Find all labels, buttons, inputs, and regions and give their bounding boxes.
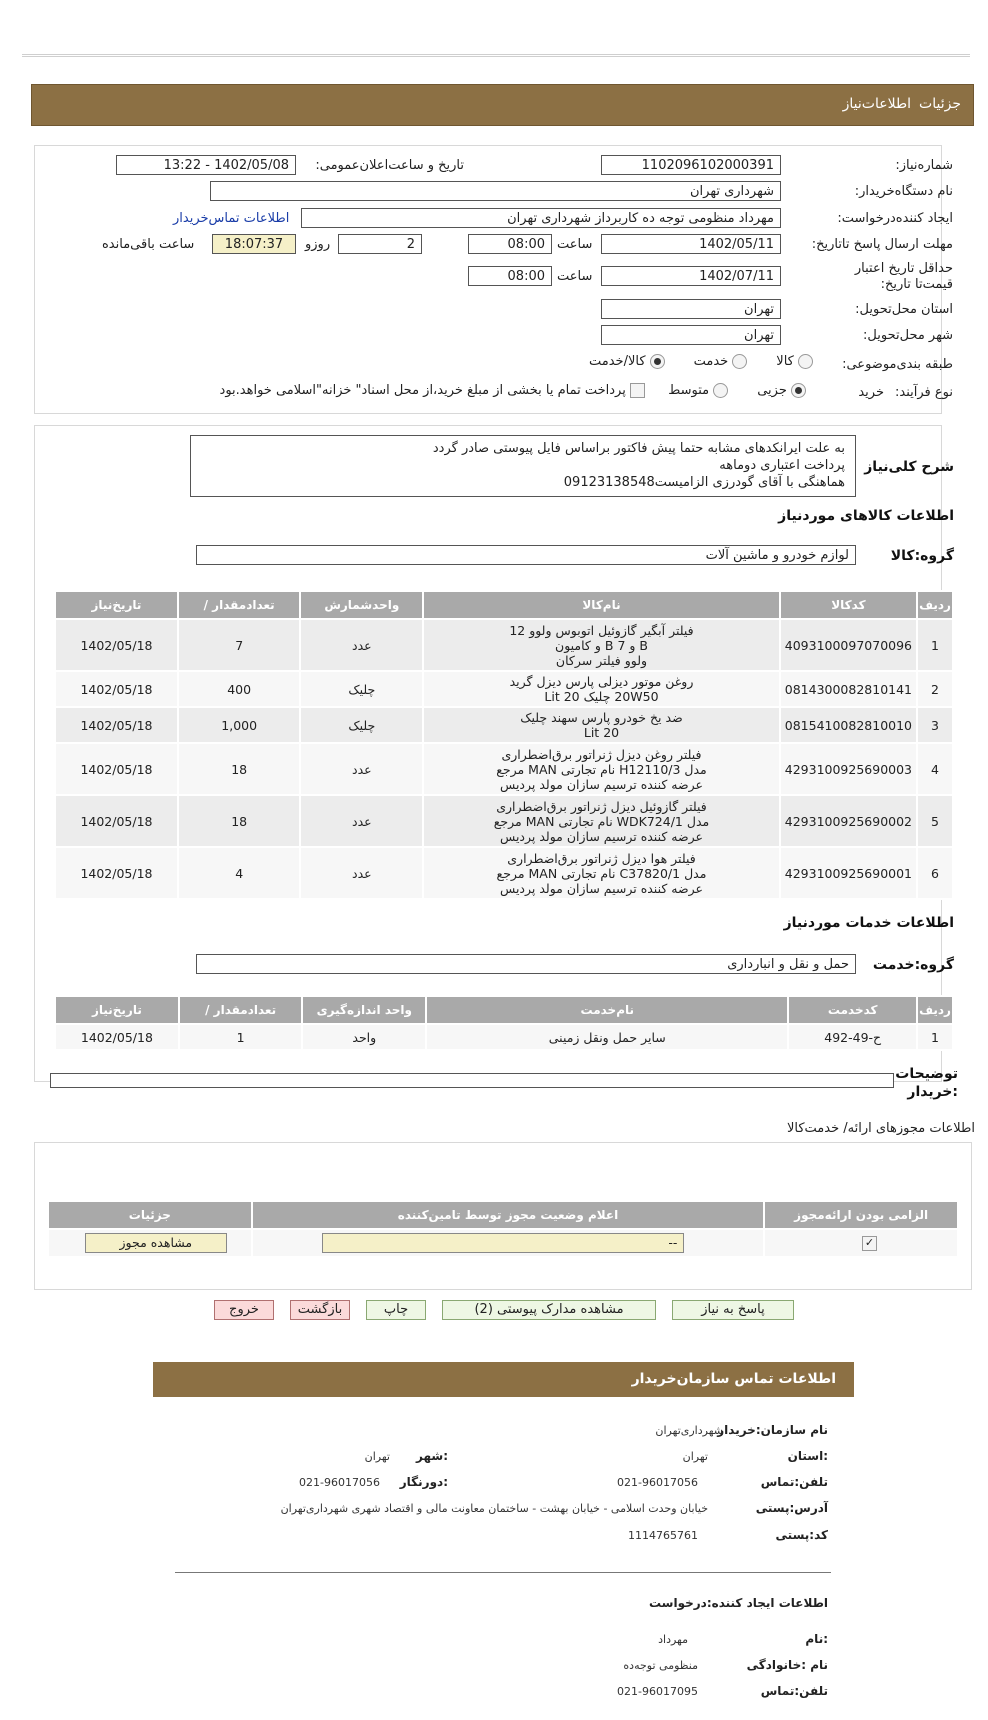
service-unit: واحد xyxy=(302,1024,426,1050)
tab-need-info[interactable]: اطلاعات‌نیاز xyxy=(842,96,911,112)
services-group-label: گروه:خدمت xyxy=(872,957,954,973)
col-date: تاریخ‌نیاز xyxy=(55,591,178,619)
goods-name xyxy=(423,743,780,795)
col-qty: تعداد‌مقدار / xyxy=(178,591,300,619)
province-field: تهران xyxy=(601,299,781,319)
description-line: پرداخت اعتباری دوماهه xyxy=(719,458,845,473)
org-label: نام سازمان:خریدار xyxy=(717,1423,828,1437)
creator-family-value: منظومی توجه‌ده xyxy=(623,1659,698,1672)
goods-name-line: فیلتر هوا دیزل ژنراتور برق‌اضطراری xyxy=(507,850,696,866)
row-number: 4 xyxy=(917,743,953,795)
treasury-payment-option xyxy=(220,383,645,398)
col-name: نام‌کالا xyxy=(423,591,780,619)
goods-date: 1402/05/18 xyxy=(55,847,178,899)
table-row xyxy=(55,619,953,671)
table-row xyxy=(55,847,953,899)
goods-name-line: فیلتر روغن دیزل ژنراتور برق‌اضطراری xyxy=(501,746,702,762)
creator-name-value: مهرداد xyxy=(658,1633,688,1646)
goods-name-line: فیلتر آبگیر گازوئیل اتوبوس ولوو 12 xyxy=(509,622,694,638)
row-number: 1 xyxy=(917,619,953,671)
goods-code: 4293100925690002 xyxy=(780,795,917,847)
contact-fax-label: :دورنگار xyxy=(399,1475,448,1489)
goods-name-line: عرضه کننده ترسیم سازان مولد پردیس xyxy=(500,880,703,896)
treasury-payment-checkbox[interactable] xyxy=(630,383,645,398)
view-attachments-button[interactable]: مشاهده مدارک پیوستی (2) xyxy=(442,1300,656,1320)
announce-field: 1402/05/08 - 13:22 xyxy=(116,155,296,175)
buyer-label: نام دستگاه‌خریدار: xyxy=(854,184,953,199)
process-label: نوع فرآیند: xyxy=(895,385,953,400)
goods-name xyxy=(423,707,780,743)
goods-group-label: گروه:کالا xyxy=(890,548,954,564)
creator-phone-value: 021-96017095 xyxy=(617,1685,698,1698)
col-measure-unit: واحد اندازه‌گیری xyxy=(302,996,426,1024)
province-label: استان محل‌تحویل: xyxy=(855,302,953,317)
contact-postal-label: کد:پستی xyxy=(775,1528,828,1542)
process-medium-radio[interactable] xyxy=(713,383,728,398)
creator-family-label: نام :خانوادگی xyxy=(746,1658,828,1672)
creator-info-title: اطلاعات ایجاد کننده:درخواست xyxy=(648,1596,828,1610)
contact-phone-value: 021-96017056 xyxy=(617,1476,698,1489)
category-goods-service-label: کالا/خدمت xyxy=(588,354,646,369)
row-number: 2 xyxy=(917,671,953,707)
process-medium-label: متوسط xyxy=(668,383,710,398)
page-header xyxy=(31,84,974,126)
goods-unit: چلیک xyxy=(300,671,423,707)
description-label: شرح کلی‌نیاز xyxy=(864,459,954,475)
services-group-field: حمل و نقل و انبارداری xyxy=(196,954,856,974)
process-options xyxy=(668,383,806,398)
col-supplier-status: اعلام وضعیت مجوز توسط تامین‌کننده xyxy=(252,1201,765,1229)
service-name: سایر حمل ونقل زمینی xyxy=(426,1024,788,1050)
category-service-label: خدمت xyxy=(693,354,729,369)
deadline-label: مهلت ارسال پاسخ تا‌تاریخ: xyxy=(811,237,953,252)
col-row: ردیف xyxy=(917,591,953,619)
goods-name-line: فیلتر گازوئیل دیزل ژنراتور برق‌اضطراری xyxy=(496,798,707,814)
goods-unit: چلیک xyxy=(300,707,423,743)
category-goods-radio[interactable] xyxy=(798,354,813,369)
contact-province-value: تهران xyxy=(682,1450,708,1463)
contact-divider xyxy=(175,1572,831,1573)
col-qty: تعداد‌مقدار / xyxy=(179,996,303,1024)
creator-phone-label: تلفن:تماس xyxy=(760,1684,828,1698)
contact-city-value: تهران xyxy=(364,1450,390,1463)
validity-time-field: 08:00 xyxy=(468,266,552,286)
category-goods-label: کالا xyxy=(776,354,794,369)
tab-details[interactable]: جزئیات xyxy=(919,96,961,112)
deadline-time-field: 08:00 xyxy=(468,234,552,254)
service-code: ح-49-492 xyxy=(788,1024,917,1050)
table-row xyxy=(55,743,953,795)
goods-qty: 7 xyxy=(178,619,300,671)
table-row xyxy=(55,795,953,847)
deadline-time-label: ساعت xyxy=(557,237,593,252)
goods-date: 1402/05/18 xyxy=(55,743,178,795)
announce-label: تاریخ و ساعت‌اعلان‌عمومی: xyxy=(315,158,464,173)
description-line: به علت ایرانکدهای مشابه حتما پیش فاکتور براساس فایل پیوستی صادر گردد xyxy=(432,441,845,456)
permits-table xyxy=(47,1200,959,1258)
goods-qty: 4 xyxy=(178,847,300,899)
service-date: 1402/05/18 xyxy=(55,1024,179,1050)
validity-time-label: ساعت xyxy=(557,269,593,284)
goods-code: 4293100925690001 xyxy=(780,847,917,899)
col-row: ردیف xyxy=(917,996,953,1024)
col-service-code: کدخدمت xyxy=(788,996,917,1024)
days-field: 2 xyxy=(338,234,422,254)
goods-name-line: 20W50 چلیک 20 Lit xyxy=(544,689,659,704)
validity-date-field: 1402/07/11 xyxy=(601,266,781,286)
description-line: هماهنگی با آقای گودرزی الزامیست09123138548 xyxy=(563,475,845,490)
services-section-title: اطلاعات خدمات موردنیاز xyxy=(783,915,954,931)
service-qty: 1 xyxy=(179,1024,303,1050)
supplier-status-field: -- xyxy=(322,1233,685,1253)
goods-qty: 18 xyxy=(178,795,300,847)
goods-name-line: عرضه کننده ترسیم سازان مولد پردیس xyxy=(500,828,703,844)
need-number-field: 1102096102000391 xyxy=(601,155,781,175)
goods-date: 1402/05/18 xyxy=(55,795,178,847)
goods-name xyxy=(423,795,780,847)
process-buy-label: خرید xyxy=(858,385,884,400)
table-row xyxy=(55,671,953,707)
col-service-name: نام‌خدمت xyxy=(426,996,788,1024)
col-details: جزئیات xyxy=(48,1201,252,1229)
need-number-label: شماره‌نیاز: xyxy=(895,158,953,173)
goods-name xyxy=(423,671,780,707)
col-date: تاریخ‌نیاز xyxy=(55,996,179,1024)
col-required: الزامی بودن ارائه‌مجوز xyxy=(764,1201,958,1229)
contact-address-value: خیابان وحدت اسلامی - خیابان بهشت - ساختمان معاونت مالی و اقتصاد شهری شهرداری‌تهران xyxy=(280,1502,708,1515)
contact-postal-value: 1114765761 xyxy=(628,1529,698,1542)
row-number: 6 xyxy=(917,847,953,899)
view-permit-button[interactable]: مشاهده مجوز xyxy=(85,1233,227,1253)
category-goods-service-radio[interactable] xyxy=(650,354,665,369)
goods-name xyxy=(423,847,780,899)
goods-name-line: ضد یخ خودرو پارس سهند چلیک xyxy=(520,710,683,725)
contact-title: اطلاعات تماس سازمان‌خریدار xyxy=(631,1371,836,1387)
required-cell xyxy=(764,1229,958,1257)
days-label: روزو xyxy=(305,237,331,252)
goods-code: 4093100097070096 xyxy=(780,619,917,671)
goods-name-line: روغن موتور دیزلی پارس دیزل گرید xyxy=(509,674,694,689)
goods-date: 1402/05/18 xyxy=(55,707,178,743)
goods-date: 1402/05/18 xyxy=(55,671,178,707)
goods-code: 4293100925690003 xyxy=(780,743,917,795)
org-value: شهرداری‌تهران xyxy=(655,1424,723,1437)
goods-name xyxy=(423,619,780,671)
top-divider xyxy=(22,54,970,57)
goods-unit: عدد xyxy=(300,619,423,671)
goods-name-line: 20 Lit xyxy=(583,725,620,740)
city-field: تهران xyxy=(601,325,781,345)
back-button[interactable]: بازگشت xyxy=(290,1300,350,1320)
goods-group-field: لوازم خودرو و ماشین آلات xyxy=(196,545,856,565)
creator-field: مهرداد منظومی توجه ده کاربرداز شهرداری تهران xyxy=(301,208,781,228)
process-minor-radio[interactable] xyxy=(791,383,806,398)
exit-button[interactable]: خروج xyxy=(214,1300,274,1320)
row-number: 1 xyxy=(917,1024,953,1050)
col-unit: واحدشمارش xyxy=(300,591,423,619)
permits-title: اطلاعات مجوزهای ارائه/ خدمت‌کالا xyxy=(786,1121,975,1136)
required-checkbox: ✓ xyxy=(862,1236,877,1251)
goods-qty: 400 xyxy=(178,671,300,707)
city-label: شهر محل‌تحویل: xyxy=(863,328,953,343)
buyer-field: شهرداری تهران xyxy=(210,181,781,201)
description-box xyxy=(190,435,856,497)
table-row xyxy=(48,1229,958,1257)
contact-header xyxy=(153,1362,854,1397)
goods-unit: عدد xyxy=(300,795,423,847)
goods-name-line: ولوو فیلتر سرکان xyxy=(555,652,648,668)
goods-section-title: اطلاعات کالاهای موردنیاز xyxy=(778,508,954,524)
goods-code: 0814300082810141 xyxy=(780,671,917,707)
goods-code: 0815410082810010 xyxy=(780,707,917,743)
contact-province-label: :استان xyxy=(787,1449,828,1463)
contact-fax-value: 021-96017056 xyxy=(299,1476,380,1489)
row-number: 3 xyxy=(917,707,953,743)
goods-qty: 1,000 xyxy=(178,707,300,743)
category-options xyxy=(589,354,813,369)
creator-label: ایجاد کننده‌درخواست: xyxy=(837,211,953,226)
table-row xyxy=(55,707,953,743)
goods-name-line: مدل C37820/1 نام تجارتی MAN مرجع xyxy=(496,865,707,881)
goods-unit: عدد xyxy=(300,743,423,795)
reply-button[interactable]: پاسخ به نیاز xyxy=(672,1300,794,1320)
status-cell xyxy=(252,1229,765,1257)
contact-city-label: :شهر xyxy=(416,1449,448,1463)
contact-address-label: آدرس:پستی xyxy=(755,1501,828,1515)
remaining-label: ساعت باقی‌مانده xyxy=(102,237,195,252)
table-row xyxy=(55,1024,953,1050)
creator-name-label: :نام xyxy=(805,1632,828,1646)
buyer-notes-label: توضیحات :خریدار xyxy=(895,1066,958,1100)
buyer-notes-field xyxy=(50,1073,894,1088)
goods-qty: 18 xyxy=(178,743,300,795)
col-code: کدکالا xyxy=(780,591,917,619)
buyer-contact-link[interactable]: اطلاعات تماس‌خریدار xyxy=(173,211,290,226)
goods-date: 1402/05/18 xyxy=(55,619,178,671)
process-minor-label: جزیی xyxy=(757,383,787,398)
category-label: طبقه بندی‌موضوعی: xyxy=(842,357,953,372)
goods-name-line: عرضه کننده ترسیم سازان مولد پردیس xyxy=(500,776,703,792)
goods-name-line: B و 7 B و کامیون xyxy=(555,637,648,653)
category-service-radio[interactable] xyxy=(732,354,747,369)
goods-unit: عدد xyxy=(300,847,423,899)
services-table xyxy=(54,995,954,1051)
deadline-date-field: 1402/05/11 xyxy=(601,234,781,254)
validity-label: حداقل تاریخ اعتبار قیمت‌تا تاریخ: xyxy=(854,261,953,292)
treasury-payment-label: پرداخت تمام یا بخشی از مبلغ خرید،از محل اسناد" خزانه"اسلامی خواهد.بود xyxy=(219,383,626,398)
remaining-timer: 18:07:37 xyxy=(212,234,296,254)
goods-table xyxy=(54,590,954,900)
details-cell xyxy=(48,1229,252,1257)
goods-name-line: مدل WDK724/1 نام تجارتی MAN مرجع xyxy=(493,813,710,829)
print-button[interactable]: چاپ xyxy=(366,1300,426,1320)
goods-name-line: مدل H12110/3 نام تجارتی MAN مرجع xyxy=(496,761,707,777)
row-number: 5 xyxy=(917,795,953,847)
contact-phone-label: تلفن:تماس xyxy=(760,1475,828,1489)
